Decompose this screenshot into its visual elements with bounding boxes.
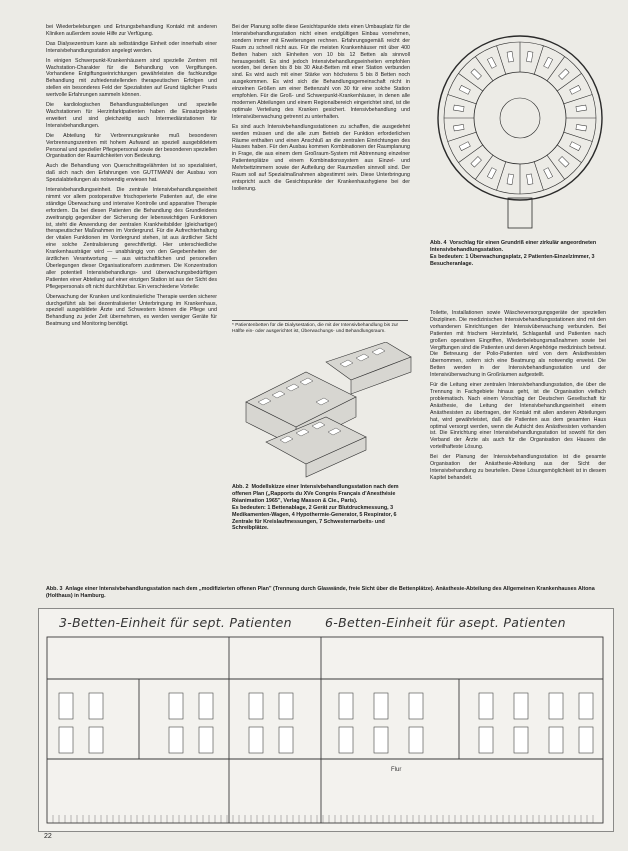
bed [453,124,464,131]
plan-lines [39,609,613,831]
bed [453,105,464,112]
bed [507,174,514,185]
figure-caption-3 [46,586,606,600]
footnote: * Patientenbetten für die Dialysestation, die mit der Intensivbehandlung bis zur Hälfte ein- oder ausgerichtet ist, Überwachungs- und Behandlungsraum. [232,320,408,335]
text-column-2 [232,24,410,316]
bed [579,727,593,753]
bed [169,727,183,753]
paragraph: Bei der Planung sollte diese Gesichtspunkte stets einen Umbauplatz für die Intensivbehandlungsstation nicht einen endgültigen Einbau vornehmen, sondern immer mit Erweiterungen rechnen. Erfahrungsgemäß reicht der Raum zu schnell nicht aus. Für die meisten Krankenhäuser mit über 400 Betten haben sich Einheiten von 10 bis 12 Betten als sinnvoll herausgestellt. Es sind jedoch Intensivbehandlungseinheiten empfohlen worden, bei denen bis 8 bis 30 Akut-Betten mit einer Station verbunden sind. Es wird auch mit einer Stärke von höchstens 5 bis 8 Betten noch ausgekommen. Es wird sich die Behandlungsgemeinschaft nicht in einzelnen Größen am einer Bettenzahl von 30 für eine solche Station empfohlen. Für die Groß- und Schwerpunkt-Krankenhäuser, in denen alle modernen Abteilungen und einem Regionalbereich eingerichtet sind, ist die optimale Verteilung des Kranken gesichert. Intensivbehandlung und Intensivüberwachung getrennt zu unterhalten. [232,24,410,120]
partition-wall [497,162,506,191]
bed [487,57,496,68]
bed [526,51,533,62]
paragraph: In einigen Schwerpunkt-Krankenhäusern sind spezielle Zentren mit Wachstation-Charakter für die Behandlung von Vergiftungen. Vorhandene Entgiftungseinrichtungen gewährleisten die fachkundige Behandlung mit zufriedenstellenden therapeutischen Erfolgen und stellen ein besonderes Feld der Spezialisten auf Grund täglicher Praxis wertvolle Erfahrungen sammeln können. [46,57,217,99]
bed [169,693,183,719]
partition-wall [564,95,593,104]
bed [487,168,496,179]
figure-legend: Es bedeuten: 1 Überwachungsplatz, 2 Patienten-Einzelzimmer, 3 Besucheranlage. [430,253,595,267]
paragraph: Die Abteilung für Verbrennungskranke muß besonderen Verbrennungszentren mit hohem Aufwand an speziell ausgebildetem Personal und spezieller Pflegepersonal sowie der besonderen speziellen Organisation der Raumlichkeiten von Bedeutung. [46,132,217,160]
bed [249,693,263,719]
bed [559,69,570,80]
bed [471,69,482,80]
paragraph: Intensivbehandlungseinheit. Die zentrale Intensivbehandlungseinheit nimmt vor allem postoperative frischoperierte Patienten auf, die eine ständige Überwachung und intensive Kontrolle und apparative Therapie erfordern. Da bei diesen Patienten die Behandlung des Grundleidens zweitrangig gegenüber der Sicherung der lebenswichtigen Funktionen ist, steht die Anwendung der zentralen Krankheitsbilder (gleichartiger) therapeutischer Maßnahmen im Vordergrund. Für die Aufrechterhaltung der vitalen Funktionen im Vordergrund stehen, ist aus ärztlicher Sicht eine solche Zentralisierung gerechtfertigt. Hier unterschiedliche Krankenhausträger wird — unabhängig von den Gegebenheiten der ärztlichen Verantwortung — aus wirtschaftlichen und personellen Überlegungen dieser Organisationsform zustimmen. Die Konzentration aller potentiell Intensivbehandlungs- und überwachungsbedürftigen Patienten einer Abteilung auf einer einzigen Station ist aus der Sicht des Pflegepersonals oft nicht durchführbar. Ein verschiedene Vorteile: [46,187,217,290]
handwritten-label-septic: 3-Betten-Einheit für sept. Patienten [59,615,292,630]
bed [339,727,353,753]
figure-caption-4 [430,240,610,268]
partition-wall [564,132,593,141]
bed [479,693,493,719]
text-column-3 [430,310,606,568]
bed [576,105,587,112]
bed [459,142,470,151]
bed [526,174,533,185]
bed [570,85,581,94]
figure-legend: Es bedeuten: 1 Bettenablage, 2 Gerät zur Blutdruckmessung, 3 Medikamenten-Wagen, 4 Hypothermie-Generator, 5 Respirator, 6 Zentrale für Kreislaufmessungen, 7 Schwesternarbeits- und Schreibplätze. [232,504,397,532]
circular-floor-plan-figure [428,22,610,236]
paragraph: Es sind auch Intensivbehandlungsstationen zu schaffen, die ausgedehnt werden müssen und die alle zum Betrieb der Funktion erforderlichen Räume enthalten und einen Anschluß an die zentralen Einrichtungen des Hauses haben. Für den Ausbau kommen Kombinationen der Raumplanung in Frage, die aus einem dem Großraum-System mit Abtrennung einzelner Patientenplätze und einem Kombinationssystem aus Einzel- und Mehrbettzimmern sowie der Aufteilung der Raumzellen sinnvoll sind. Der Raum soll auf Spezialmaßnahmen abgestimmt sein. Diese Unterbringung entspricht auch die Gesichtspunkte der Krankenhaushygiene bei der Isolierung. [232,123,410,192]
page-number: 22 [44,833,52,840]
bed [374,727,388,753]
figure-caption-2 [232,484,412,532]
partition-wall [534,46,543,75]
partition-wall [497,46,506,75]
paragraph: Toilette, Installationen sowie Wäscheversorgungsgeräte der speziellen Disziplinen. Die medizinischen Intensivbehandlungsstationen sind mit den vorhandenen Einrichtungen der Intensivüberwachung verbunden. Bei Patienten mit frischem Herzinfarkt, Schlaganfall und Patienten nach großen operativen Eingriffen, Wiederbelebungsmaßnahmen sowie bei Vergiftungen sind die Patienten und deren Angehörige medizinisch betreut. Die Betreuung der Polio-Patienten wird von dem Anästhesisten übernommen, sofern sich eine Beatmung als notwendig erweist. Die Betten werden in der Intensivbehandlungsstation und der Intensivüberwachung in Großräumen aufgestellt. [430,310,606,379]
bed [279,693,293,719]
paragraph: Überwachung der Kranken und kontinuierliche Therapie werden sicherer durchgeführt als bei dezentralisierter Unterbringung im Krankenhaus, speziell ausgebildete Ärzte und Schwestern können die Pflege und Behandlung zu jeder Zeit übernehmen, es werden weniger Geräte für Beatmung und Monitoring benötigt. [46,293,217,328]
bed [199,727,213,753]
partition-wall [448,132,477,141]
bed [570,142,581,151]
bed [409,693,423,719]
bed [576,124,587,131]
bed [89,693,103,719]
bed [59,693,73,719]
bed [339,693,353,719]
figure-label: Abb. 4 [430,240,447,246]
paragraph: Bei der Planung der Intensivbehandlungsstation ist die gesamte Organisation der Anästhesie-Abteilung aus der Sicht der Intensivbehandlung zu beurteilen. Diese Lösungsmöglichkeit ist in diesem Kapitel behandelt. [430,454,606,481]
partition-wall [534,162,543,191]
bed [549,693,563,719]
isometric-station-model [236,342,418,478]
floor-plan-drawing [38,608,614,832]
paragraph: Für die Leitung einer zentralen Intensivbehandlungsstation, die über die Trennung in Fachgebiete hinaus geht, ist die Organisation vielfach problematisch. Nach einem Vorschlag der Deutschen Gesellschaft für Anästhesie, die Leitung der Intensivbehandlungseinheit einem Anästhesisten zu übertragen, der Kontakt mit allen anderen Abteilungen hat, wird gewährleistet, daß die Patienten aus dem gesamten Haus optimal versorgt werden, wenn die Aufsicht des Anästhesisten vorhanden ist. Die Einrichtung einer Intensivbehandlungsstation ist sowohl für den Verband der Ärzte als auch für die Organisation des Hauses die vorteilhafteste Lösung. [430,382,606,451]
bed [59,727,73,753]
figure-title: Anlage einer Intensivbehandlungsstation nach dem „modifizierten offenen Plan" (Trennung durch Glaswände, freie Sicht über die Bettenplätze). Anästhesie-Abteilung des Allgemeinen Krankenhauses Altona (Holthaus) in Hamburg. [46,586,595,599]
bed [514,727,528,753]
text-column-1 [46,24,217,564]
bed [479,727,493,753]
paragraph: Das Dialysezentrum kann als selbständige Einheit oder innerhalb einer Intensivbehandlungsstation angelegt werden. [46,40,217,54]
figure-label: Abb. 2 [232,484,249,490]
bed [409,727,423,753]
corridor-label: Flur [391,767,402,773]
bed [544,168,553,179]
bed [459,85,470,94]
bed [249,727,263,753]
paragraph: Die kardiologischen Behandlungsabteilungen und spezielle Wachstationen für Herzinfarktpatienten haben die Einsatzgebiete erweitert und sind gleichzeitig auch Intermediärstationen für Intensivbehandlungen. [46,102,217,129]
figure-label: Abb. 3 [46,586,63,592]
bed [544,57,553,68]
bed [579,693,593,719]
paragraph: Auch die Behandlung von Querschnittsgelähmten ist so spezialisiert, daß sich nach den Erfahrungen von GUTTMANN der Ausbau von Spezialabteilungen als notwendig erwiesen hat. [46,163,217,184]
bed [559,157,570,168]
bed [514,693,528,719]
partition-wall [448,95,477,104]
figure-title: Vorschlag für einen Grundriß einer zirkulär angeordneten Intensivbehandlungsstation. [430,240,597,253]
bed [471,157,482,168]
bed [279,727,293,753]
paragraph: bei Wiederbelebungen und Ertrungsbehandlung Kontakt mit anderen Kliniken außerdem sowie Hilfe zur Verfügung. [46,24,217,37]
bed [374,693,388,719]
bed [507,51,514,62]
handwritten-label-aseptic: 6-Betten-Einheit für asept. Patienten [325,615,566,630]
figure-title: Modellskizze einer Intensivbehandlungsstation nach dem offenen Plan („Rapports du XVe Congrès Français d'Anesthésie Réanimation 1965", Verlag Masson & Cie., Paris). [232,484,399,504]
bed [549,727,563,753]
bed [199,693,213,719]
bed [89,727,103,753]
